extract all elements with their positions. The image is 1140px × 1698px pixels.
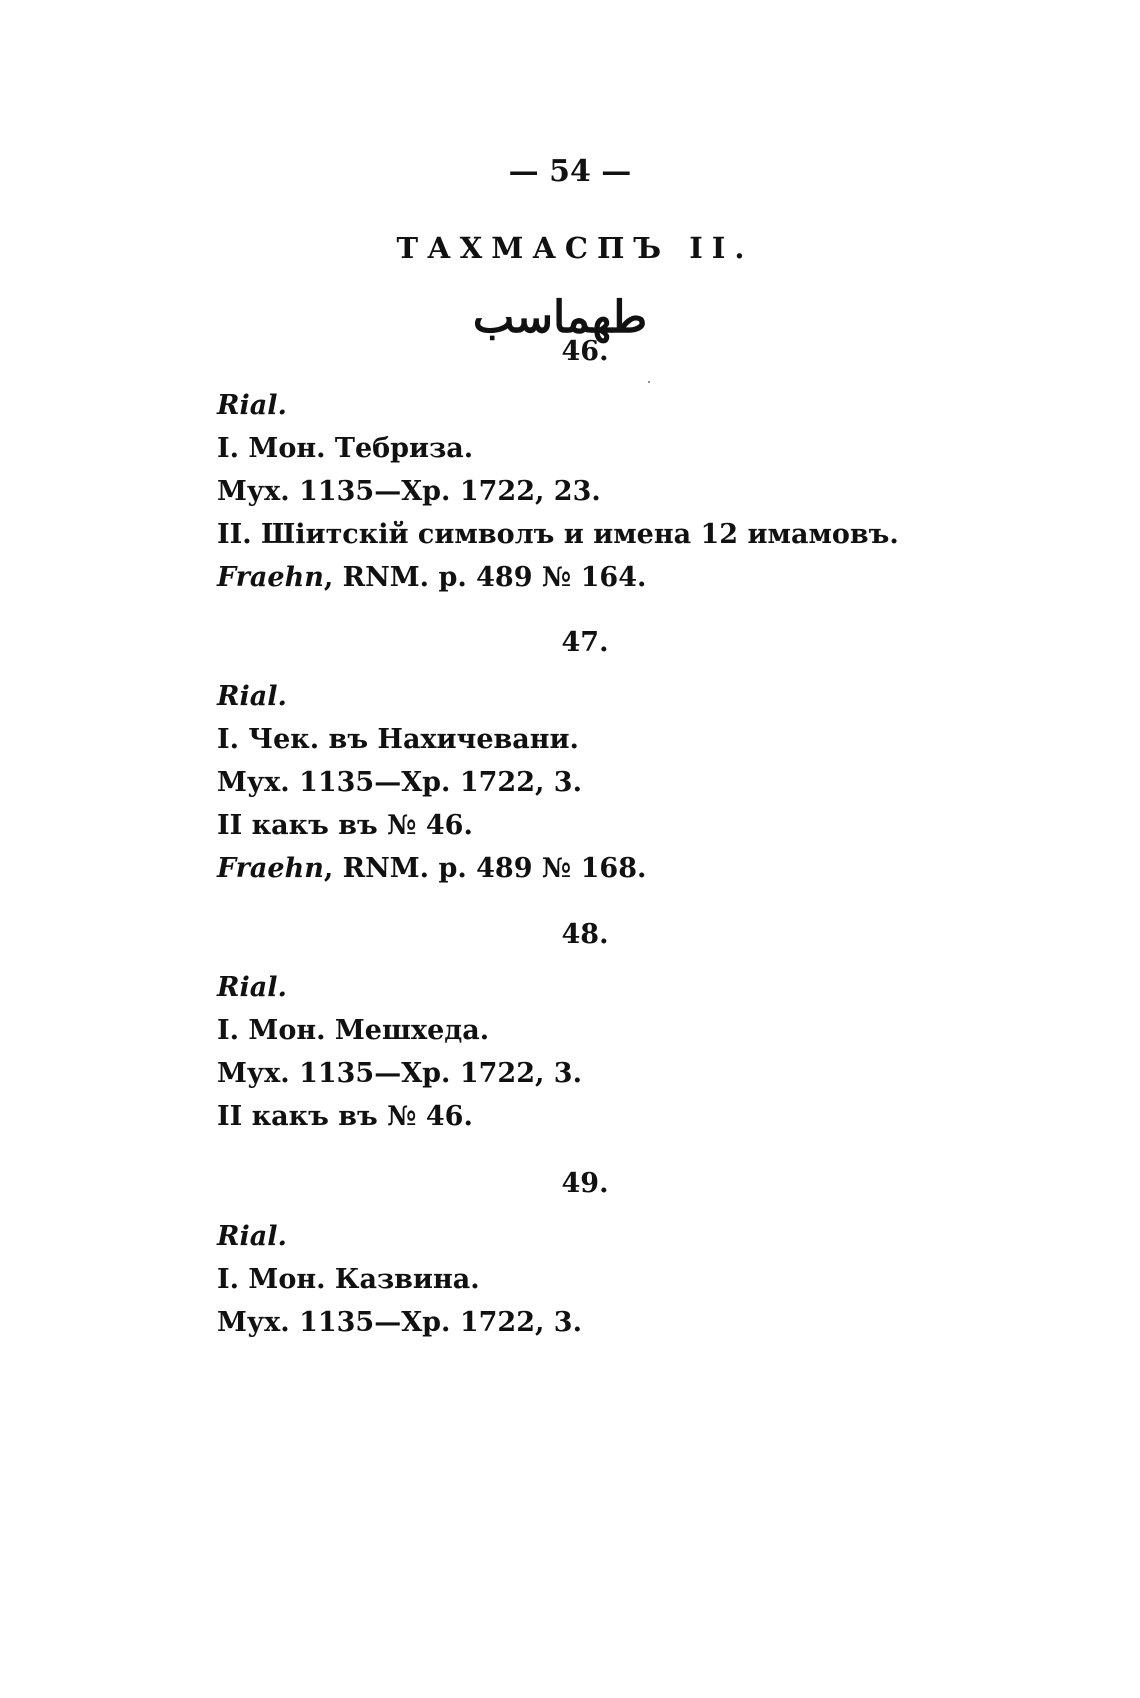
entry-line: I. Чек. въ Нахичевани. <box>217 724 579 755</box>
entry-reference <box>217 851 1097 894</box>
page-title: ТАХМАСПЪ II. <box>396 231 754 265</box>
reference-author: Fraehn <box>217 853 324 884</box>
entry-line: Мух. 1135—Хр. 1722, 23. <box>217 476 601 507</box>
entry-body <box>217 388 1097 603</box>
entry-number: 47. <box>561 627 609 658</box>
coin-type: Rial. <box>217 390 287 421</box>
entry-reference <box>217 560 1097 603</box>
coin-type: Rial. <box>217 972 287 1003</box>
reference-author: Fraehn <box>217 562 324 593</box>
entry-body <box>217 970 1097 1142</box>
entry-line: I. Мон. Тебриза. <box>217 433 474 464</box>
entry-line: II. Шiитскiй символъ и имена 12 имамовъ. <box>217 519 899 550</box>
entry-line: I. Мон. Казвина. <box>217 1264 480 1295</box>
reference-detail: , RNM. p. 489 № 168. <box>323 853 647 884</box>
entry-line: Мух. 1135—Хр. 1722, 3. <box>217 1307 582 1338</box>
entry-line: Мух. 1135—Хр. 1722, 3. <box>217 1058 582 1089</box>
arabic-title: طهماسب <box>472 292 648 343</box>
entry-body <box>217 1219 1097 1348</box>
coin-type: Rial. <box>217 681 287 712</box>
print-speck <box>648 381 650 383</box>
entry-number: 46. <box>561 336 609 367</box>
entry-line: II какъ въ № 46. <box>217 810 473 841</box>
coin-type: Rial. <box>217 1221 287 1252</box>
entry-line: II какъ въ № 46. <box>217 1101 473 1132</box>
entry-number: 49. <box>561 1168 609 1199</box>
entry-line: I. Мон. Мешхеда. <box>217 1015 490 1046</box>
reference-detail: , RNM. p. 489 № 164. <box>323 562 647 593</box>
entry-line: Мух. 1135—Хр. 1722, 3. <box>217 767 582 798</box>
entry-number: 48. <box>561 919 609 950</box>
entry-body <box>217 679 1097 894</box>
page-number: — 54 — <box>508 154 632 189</box>
